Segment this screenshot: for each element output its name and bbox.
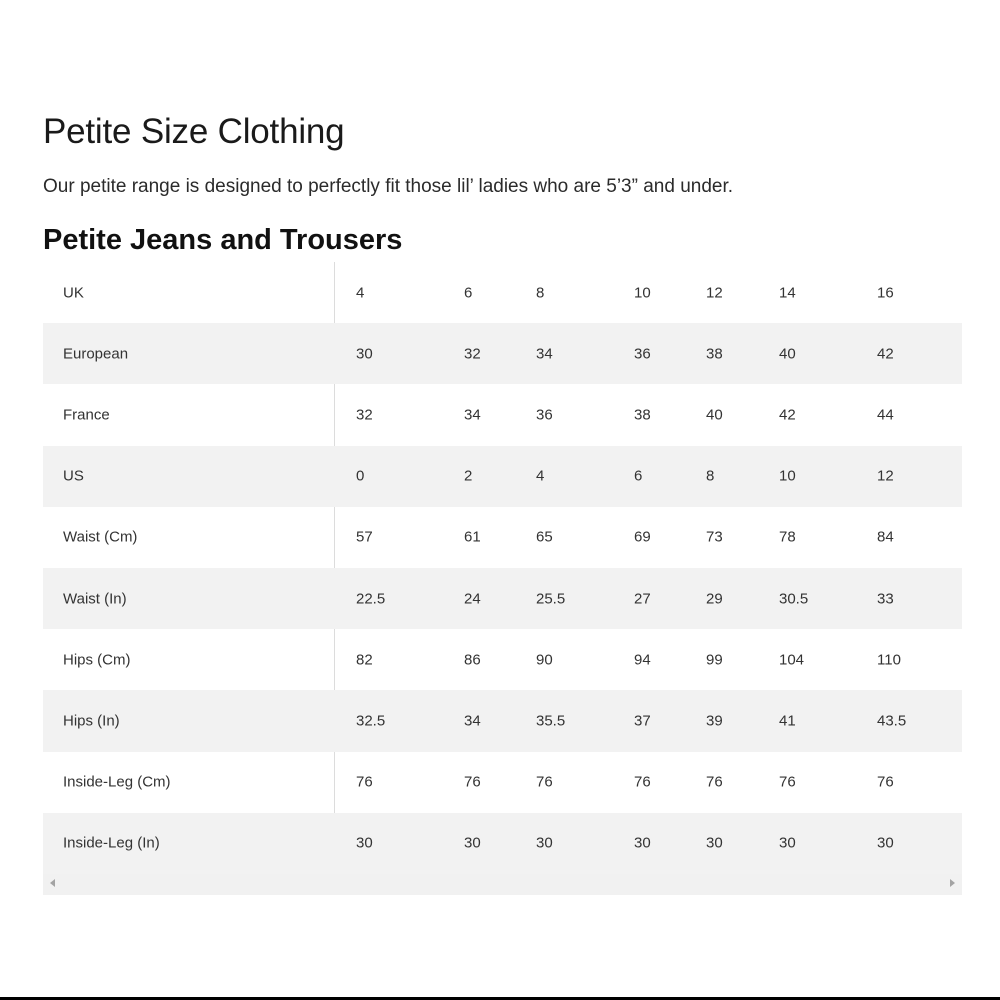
table-cell: 10: [779, 467, 796, 485]
table-row: [43, 813, 962, 874]
table-row: [43, 690, 962, 751]
table-cell: 76: [877, 773, 894, 791]
table-cell: 43.5: [877, 712, 907, 730]
table-row: [43, 629, 962, 690]
table-row: [43, 568, 962, 629]
table-cell: 35.5: [536, 712, 566, 730]
page-title: Petite Size Clothing: [43, 112, 345, 151]
table-cell: 12: [877, 467, 894, 485]
scroll-left-arrow-icon[interactable]: [50, 879, 55, 887]
table-cell: 84: [877, 528, 894, 546]
table-cell: 38: [706, 345, 723, 363]
section-title: Petite Jeans and Trousers: [43, 224, 403, 256]
size-table-body: [43, 262, 962, 874]
table-cell: 76: [356, 773, 373, 791]
table-cell: 38: [634, 406, 651, 424]
table-cell: 36: [634, 345, 651, 363]
table-cell: 40: [779, 345, 796, 363]
table-cell: 76: [779, 773, 796, 791]
table-cell: 104: [779, 651, 805, 669]
table-cell: 110: [877, 651, 901, 669]
table-cell: 76: [706, 773, 723, 791]
table-cell: 34: [536, 345, 553, 363]
table-cell: 8: [706, 467, 715, 485]
table-cell: 2: [464, 467, 473, 485]
table-row: [43, 262, 962, 323]
table-cell: 30: [877, 834, 894, 852]
table-cell: 73: [706, 528, 723, 546]
table-cell: 41: [779, 712, 796, 730]
table-cell: 12: [706, 284, 723, 302]
row-label: European: [63, 345, 129, 363]
row-label: US: [63, 467, 84, 485]
table-cell: 82: [356, 651, 373, 669]
row-label: Hips (Cm): [63, 651, 131, 669]
row-label: Hips (In): [63, 712, 120, 730]
row-label: Waist (Cm): [63, 528, 138, 546]
table-cell: 30: [464, 834, 481, 852]
table-cell: 34: [464, 712, 481, 730]
table-cell: 14: [779, 284, 796, 302]
table-cell: 69: [634, 528, 651, 546]
row-label: UK: [63, 284, 84, 302]
row-label: Inside-Leg (In): [63, 834, 160, 852]
intro-text: Our petite range is designed to perfectly fit those lil’ ladies who are 5’3” and under.: [43, 176, 734, 197]
table-cell: 0: [356, 467, 365, 485]
table-cell: 30: [706, 834, 723, 852]
table-cell: 30: [634, 834, 651, 852]
table-cell: 78: [779, 528, 796, 546]
table-cell: 30: [356, 345, 373, 363]
table-cell: 90: [536, 651, 553, 669]
table-cell: 32.5: [356, 712, 386, 730]
table-cell: 6: [464, 284, 473, 302]
table-cell: 42: [877, 345, 894, 363]
table-cell: 36: [536, 406, 553, 424]
table-row: [43, 752, 962, 813]
table-cell: 76: [464, 773, 481, 791]
table-cell: 33: [877, 590, 894, 608]
table-cell: 40: [706, 406, 723, 424]
table-cell: 44: [877, 406, 894, 424]
table-cell: 30: [356, 834, 373, 852]
table-cell: 30: [779, 834, 796, 852]
table-cell: 76: [634, 773, 651, 791]
table-cell: 99: [706, 651, 723, 669]
scroll-right-arrow-icon[interactable]: [950, 879, 955, 887]
table-cell: 32: [356, 406, 373, 424]
table-cell: 25.5: [536, 590, 566, 608]
row-label: France: [63, 406, 110, 424]
table-cell: 10: [634, 284, 651, 302]
table-cell: 76: [536, 773, 553, 791]
row-label: Inside-Leg (Cm): [63, 773, 171, 791]
table-cell: 34: [464, 406, 481, 424]
table-row: [43, 446, 962, 507]
table-row: [43, 384, 962, 445]
table-row: [43, 323, 962, 384]
table-cell: 30.5: [779, 590, 809, 608]
size-table: [43, 262, 962, 874]
horizontal-scrollbar[interactable]: [43, 874, 962, 895]
table-cell: 94: [634, 651, 651, 669]
table-cell: 57: [356, 528, 373, 546]
row-label: Waist (In): [63, 590, 127, 608]
table-cell: 4: [536, 467, 545, 485]
table-cell: 8: [536, 284, 545, 302]
table-cell: 22.5: [356, 590, 386, 608]
table-cell: 27: [634, 590, 651, 608]
table-cell: 24: [464, 590, 481, 608]
table-row: [43, 507, 962, 568]
table-cell: 16: [877, 284, 894, 302]
table-cell: 86: [464, 651, 481, 669]
table-cell: 37: [634, 712, 651, 730]
table-cell: 39: [706, 712, 723, 730]
table-cell: 30: [536, 834, 553, 852]
table-cell: 42: [779, 406, 796, 424]
table-cell: 32: [464, 345, 481, 363]
table-cell: 61: [464, 528, 481, 546]
table-cell: 65: [536, 528, 553, 546]
table-cell: 4: [356, 284, 365, 302]
table-cell: 6: [634, 467, 643, 485]
table-cell: 29: [706, 590, 723, 608]
